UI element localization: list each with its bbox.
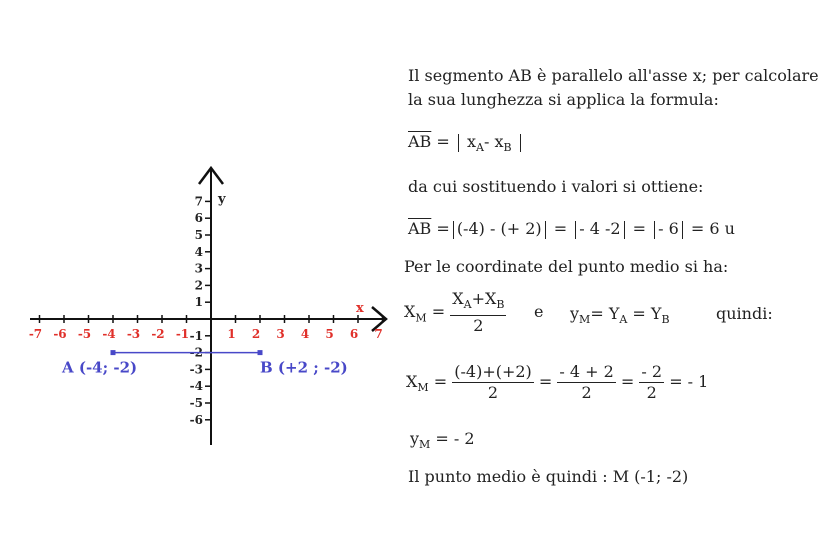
y-tick-label: -4 — [189, 379, 203, 394]
and-word: e — [534, 302, 544, 321]
point-a-marker — [111, 350, 116, 355]
sub-b: B — [503, 141, 512, 155]
equals-sign: = — [538, 372, 553, 391]
equals-sign: = — [436, 132, 450, 151]
point-b-label: B (+2 ; -2) — [260, 358, 348, 377]
numerator: (-4)+(+2) — [454, 362, 532, 381]
denominator: 2 — [473, 316, 484, 336]
absolute-bar — [682, 221, 683, 239]
x-b: x — [494, 132, 504, 151]
sub-a: A — [463, 298, 472, 312]
fraction-2 — [557, 362, 615, 403]
y-tick-label: -2 — [189, 345, 203, 360]
x-tick-label: 2 — [251, 327, 261, 341]
fraction-3 — [639, 362, 664, 403]
absolute-bar — [654, 221, 655, 239]
denominator: 2 — [646, 383, 657, 402]
conclusion: Il punto medio è quindi : M (-1; -2) — [408, 467, 689, 486]
midpoint-y-value — [410, 429, 475, 451]
absolute-bar-close — [520, 134, 521, 152]
x-tick-label: 1 — [227, 327, 236, 341]
numerator: - 2 — [641, 362, 663, 381]
equals-sign: = — [632, 219, 647, 238]
xm-symbol: X — [404, 302, 416, 322]
point-a-label: A (-4; -2) — [62, 358, 138, 377]
absolute-bar — [545, 221, 546, 239]
minus-sign: - — [483, 132, 490, 151]
sub-m: M — [419, 438, 431, 452]
xm-symbol: X — [406, 372, 418, 391]
equals-sign: = — [590, 304, 604, 323]
yb-symbol: Y — [650, 304, 662, 323]
intro-line-1: Il segmento AB è parallelo all'asse x; per calcolare — [408, 66, 819, 85]
x-a: x — [467, 132, 477, 151]
sub-b: B — [661, 313, 670, 327]
x-tick-label: -1 — [175, 327, 190, 341]
absolute-bar — [624, 221, 625, 239]
midpoint-x-calculation — [406, 362, 708, 403]
denominator: 2 — [487, 383, 499, 402]
y-tick-label: 3 — [194, 261, 203, 276]
absolute-bar — [453, 221, 454, 239]
x-tick-label: 6 — [349, 327, 359, 341]
denominator: 2 — [581, 383, 592, 402]
x-tick-label: 5 — [325, 327, 334, 341]
x-tick-label: -7 — [28, 327, 43, 341]
sub-m: M — [415, 311, 427, 325]
numerator: - 4 + 2 — [559, 362, 614, 381]
intro-line-2: la sua lunghezza si applica la formula: — [408, 90, 719, 109]
midpoint-y-formula — [570, 304, 670, 326]
y-tick-label: -5 — [189, 396, 203, 410]
length-formula — [408, 132, 524, 154]
sub-b: B — [496, 298, 505, 312]
substitution-intro: da cui sostituendo i valori si ottiene: — [408, 177, 704, 196]
length-result: = 6 u — [690, 219, 735, 238]
y-axis-label: y — [218, 192, 226, 207]
y-tick-label: 7 — [194, 194, 203, 209]
substitution-step: - 4 -2 — [579, 219, 621, 238]
x-tick-label: 7 — [374, 327, 383, 341]
absolute-bar-open — [458, 134, 459, 152]
substitution-step-2: - 6 — [658, 219, 679, 238]
y-tick-label: 6 — [194, 211, 203, 226]
ym-symbol: y — [410, 429, 420, 448]
x-tick-label: -6 — [53, 327, 67, 341]
midpoint-intro: Per le coordinate del punto medio si ha: — [404, 257, 729, 276]
equals-sign: = — [553, 219, 568, 238]
sub-a: A — [476, 141, 484, 155]
y-tick-label: 5 — [194, 228, 203, 242]
ym-symbol: y — [570, 304, 580, 323]
equals-sign: = — [620, 372, 635, 391]
plus-sign: + — [471, 289, 485, 308]
midpoint-fraction — [450, 289, 506, 336]
x-axis-label: x — [356, 301, 364, 316]
sub-m: M — [417, 381, 429, 395]
equals-sign: = — [436, 219, 450, 238]
length-substitution — [408, 219, 735, 239]
y-tick-label: 4 — [194, 244, 203, 259]
segment-ab-symbol-2: $\overline{AB}$ — [408, 219, 432, 238]
x-tick-label: -3 — [126, 327, 141, 341]
y-tick-label: -3 — [189, 362, 203, 377]
x-tick-label: 4 — [300, 327, 310, 341]
y-tick-label: 2 — [194, 278, 203, 293]
segment-ab-symbol: $\overline{AB}$ — [408, 132, 432, 151]
ya-symbol: Y — [608, 304, 620, 323]
xa-symbol: X — [452, 289, 464, 308]
midpoint-x-formula — [404, 289, 506, 336]
x-tick-label: -5 — [77, 327, 92, 341]
equals-sign: = — [431, 302, 446, 322]
y-result: = - 2 — [435, 429, 475, 448]
point-b-marker — [258, 350, 263, 355]
equals-sign: = — [433, 372, 448, 391]
y-tick-label: 1 — [194, 295, 203, 310]
absolute-bar — [575, 221, 576, 239]
x-tick-label: -4 — [102, 327, 116, 341]
y-tick-label: -6 — [189, 412, 203, 427]
substitution-inner: (-4) - (+ 2) — [456, 219, 542, 238]
fraction-1 — [452, 362, 534, 403]
x-tick-label: 3 — [276, 327, 285, 341]
x-result: = - 1 — [669, 372, 709, 391]
equals-sign: = — [632, 304, 646, 323]
quindi-label: quindi: — [716, 304, 773, 323]
x-tick-label: -2 — [151, 327, 165, 341]
sub-m: M — [579, 313, 591, 327]
y-tick-label: -1 — [189, 328, 203, 343]
sub-a: A — [619, 313, 628, 327]
xb-symbol: X — [485, 289, 497, 308]
